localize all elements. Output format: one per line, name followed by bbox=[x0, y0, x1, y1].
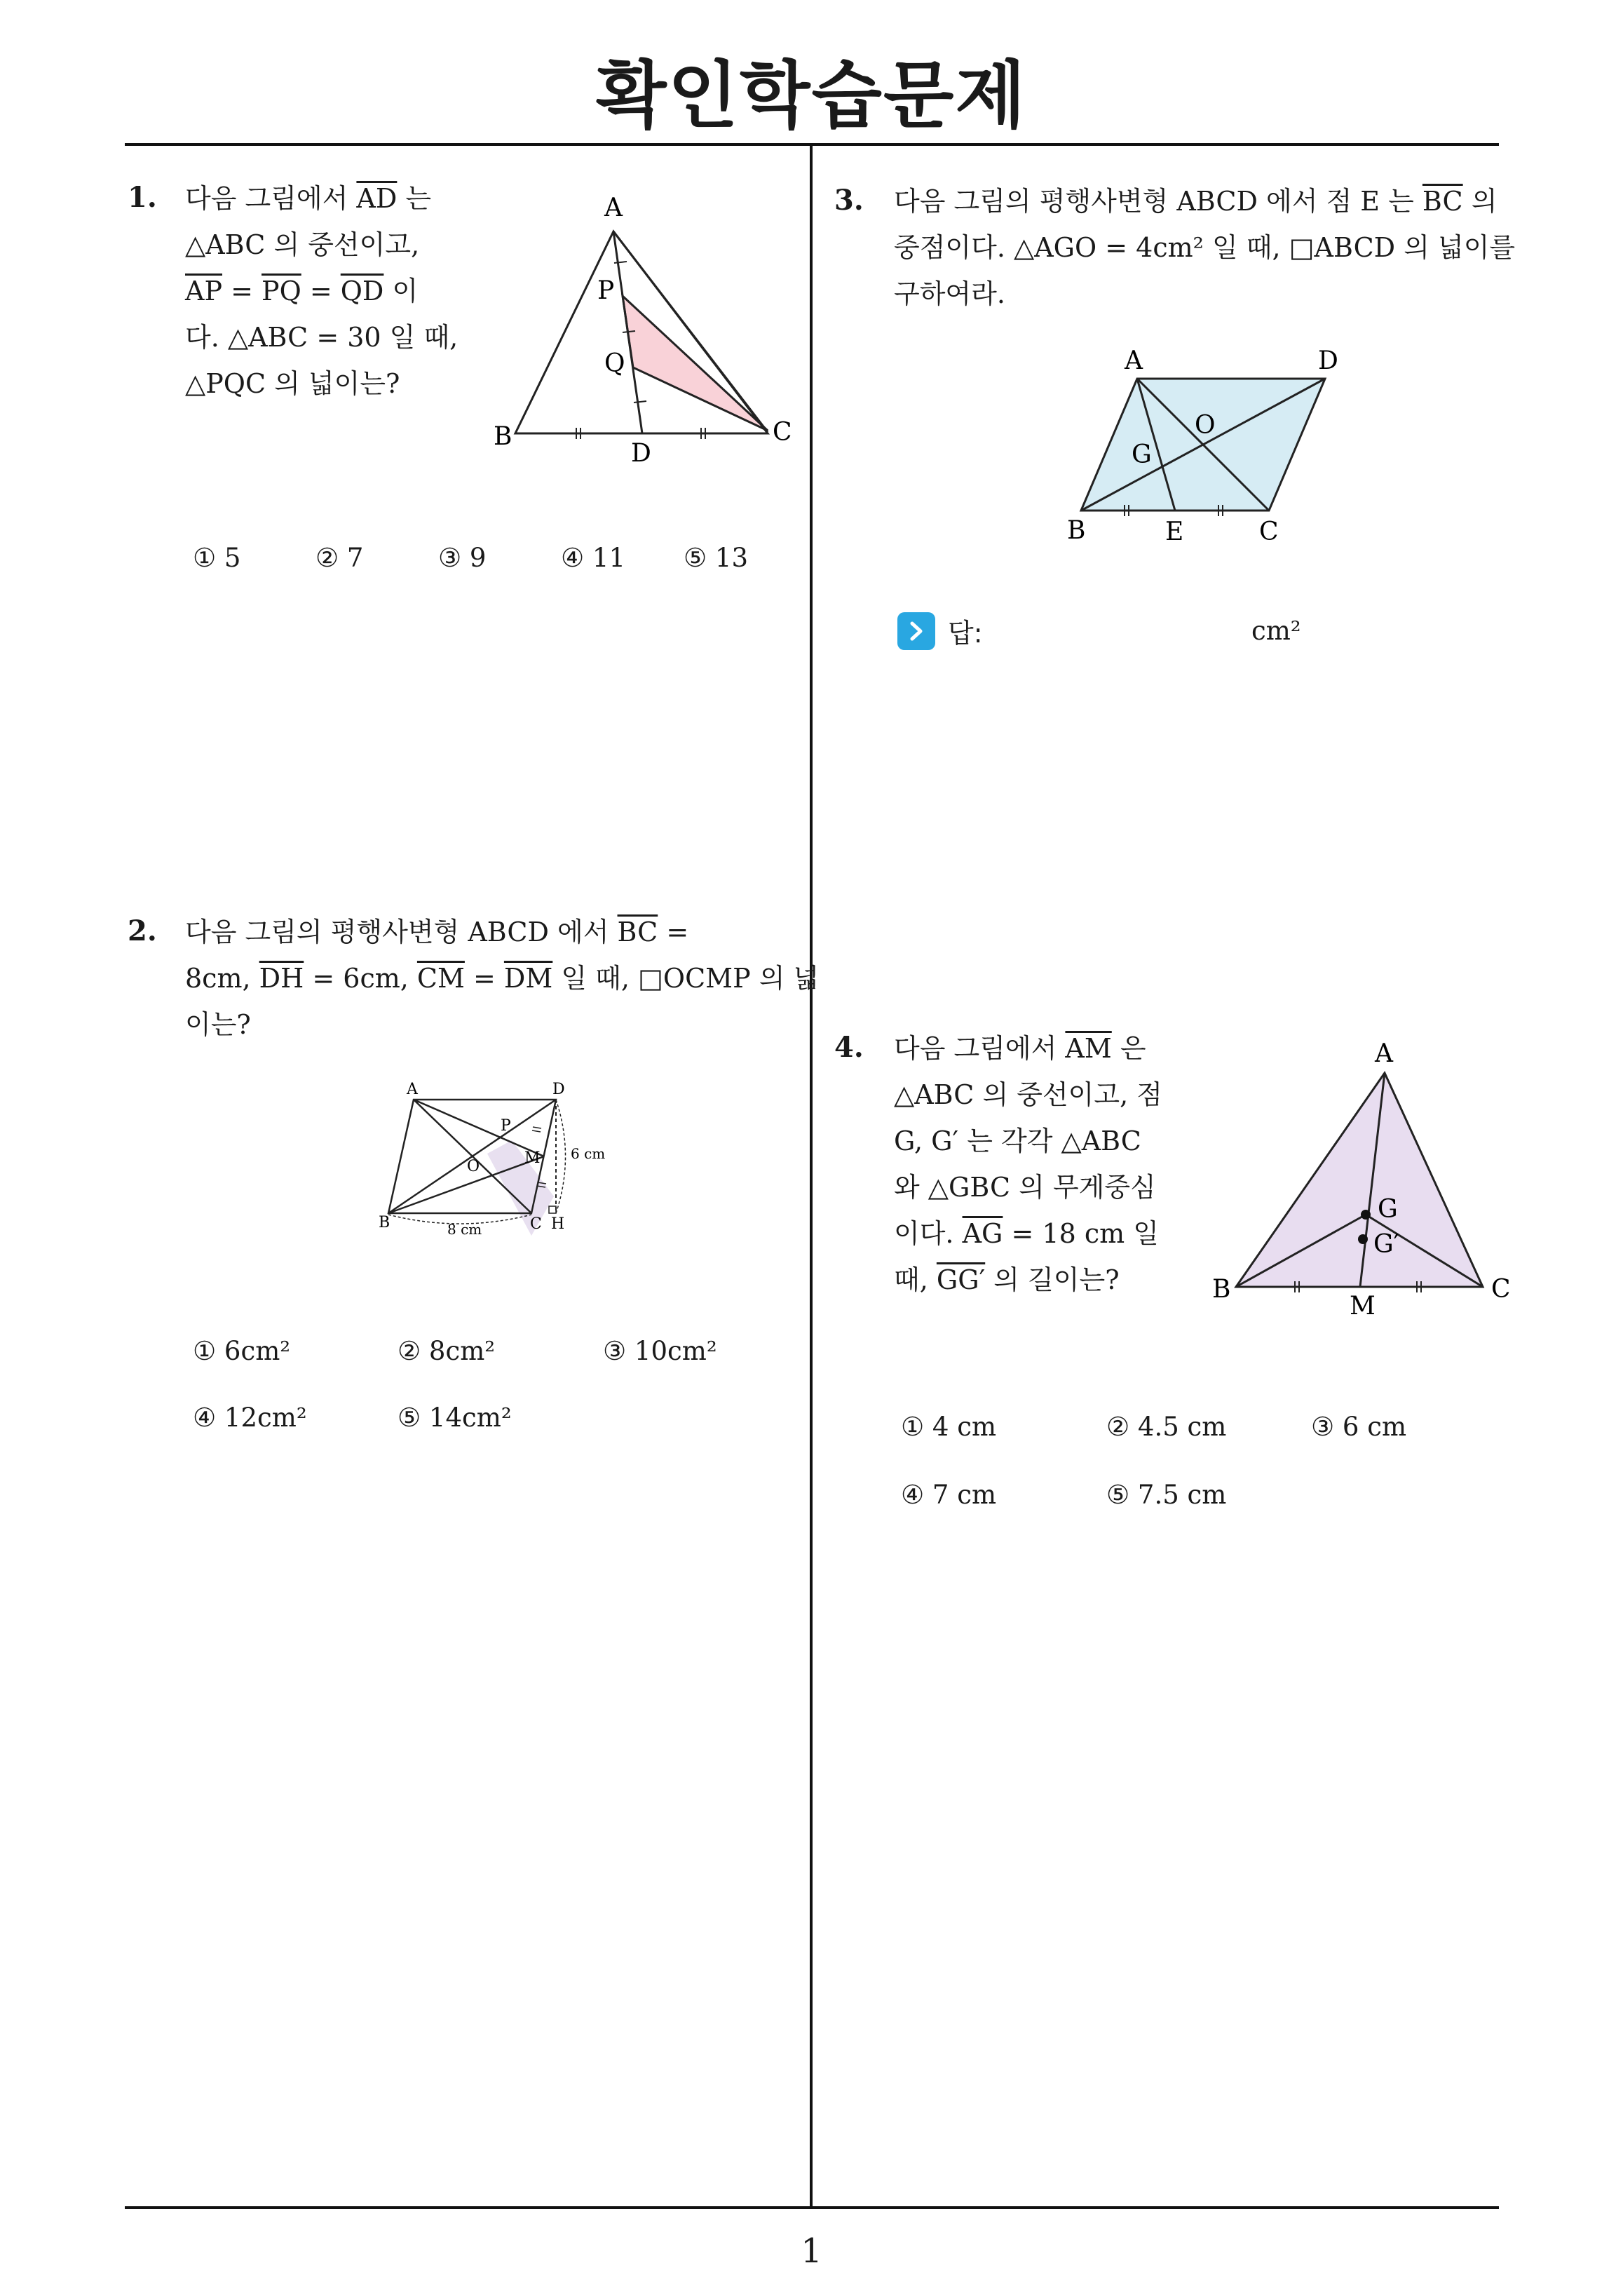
q2-choice-1[interactable]: ① 6cm² bbox=[193, 1336, 291, 1366]
q1-choice-4[interactable]: ④ 11 bbox=[561, 543, 626, 573]
q4-text-line bbox=[894, 1118, 1174, 1164]
text-run: 구하여라. bbox=[894, 278, 1005, 309]
q4-choice-2[interactable]: ② 4.5 cm bbox=[1106, 1412, 1227, 1442]
q2-label-p: P bbox=[501, 1117, 511, 1135]
q2-segment-am bbox=[414, 1100, 544, 1156]
q1-label-c: C bbox=[773, 418, 792, 447]
text-run: 일 때, □OCMP 의 넓 bbox=[552, 963, 820, 994]
q4-triangle-abc bbox=[1236, 1073, 1483, 1287]
segment-overline: $\overline{AM}$ bbox=[1065, 1033, 1112, 1064]
text-run: 8cm, bbox=[185, 963, 259, 994]
q4-choice-3[interactable]: ③ 6 cm bbox=[1311, 1412, 1407, 1442]
q2-right-angle bbox=[549, 1206, 556, 1213]
segment-overline: $\overline{AP}$ bbox=[185, 276, 223, 306]
q3-label-a: A bbox=[1125, 346, 1143, 375]
text-run: G, G′ 는 각각 △ABC bbox=[894, 1126, 1141, 1156]
segment-overline: $\overline{DM}$ bbox=[503, 963, 553, 994]
q4-choice-1[interactable]: ① 4 cm bbox=[901, 1412, 997, 1442]
segment-overline: $\overline{CM}$ bbox=[416, 963, 465, 994]
q4-label-c: C bbox=[1491, 1275, 1511, 1304]
q2-text-line bbox=[185, 955, 820, 1001]
text-run: 다음 그림의 평행사변형 ABCD 에서 점 E 는 bbox=[894, 186, 1422, 217]
text-run: 은 bbox=[1111, 1033, 1146, 1064]
q2-label-m: M bbox=[524, 1149, 541, 1167]
q2-text-line bbox=[185, 909, 802, 955]
q2-arc-dh bbox=[556, 1100, 566, 1213]
q2-text bbox=[185, 909, 820, 1048]
q1-choice-5[interactable]: ⑤ 13 bbox=[684, 543, 749, 573]
q2-label-h: H bbox=[551, 1215, 565, 1233]
q2-choice-4[interactable]: ④ 12cm² bbox=[193, 1403, 307, 1433]
q3-number: 3. bbox=[834, 184, 864, 217]
q1-text-line bbox=[185, 314, 466, 360]
q3-label-b: B bbox=[1067, 516, 1086, 545]
q1-label-p: P bbox=[597, 276, 615, 305]
bottom-rule bbox=[125, 2206, 1499, 2209]
q2-label-8cm: 8 cm bbox=[447, 1221, 482, 1238]
segment-overline: $\overline{AG}$ bbox=[962, 1218, 1003, 1249]
q2-label-b: B bbox=[379, 1214, 391, 1231]
q3-answer-label: 답: bbox=[948, 618, 983, 649]
text-run: = bbox=[222, 276, 262, 306]
text-run: = bbox=[658, 917, 689, 947]
q1-choice-2[interactable]: ② 7 bbox=[315, 543, 364, 573]
q1-figure bbox=[484, 182, 806, 477]
q3-label-e: E bbox=[1165, 518, 1184, 546]
q1-label-q: Q bbox=[604, 349, 625, 378]
q3-answer-row bbox=[897, 612, 983, 650]
q2-label-a: A bbox=[407, 1081, 418, 1098]
q4-label-m: M bbox=[1350, 1292, 1376, 1318]
column-divider bbox=[810, 144, 813, 2208]
q2-number: 2. bbox=[128, 914, 157, 947]
q2-label-6cm: 6 cm bbox=[571, 1145, 606, 1162]
text-run: 때, bbox=[894, 1264, 937, 1295]
q1-text bbox=[185, 175, 466, 407]
q3-figure bbox=[1052, 344, 1360, 547]
q4-choice-4[interactable]: ④ 7 cm bbox=[901, 1480, 997, 1510]
text-run: 이 bbox=[383, 276, 419, 306]
text-run: 는 bbox=[397, 183, 432, 214]
q4-text bbox=[894, 1025, 1174, 1303]
segment-overline: $\overline{BC}$ bbox=[1422, 186, 1463, 217]
q1-choice-1[interactable]: ① 5 bbox=[193, 543, 241, 573]
text-run: = 6cm, bbox=[304, 963, 417, 994]
answer-arrow-icon bbox=[897, 612, 935, 650]
q4-point-g-prime bbox=[1358, 1234, 1368, 1244]
page-number: 1 bbox=[801, 2231, 822, 2271]
segment-overline: $\overline{DH}$ bbox=[259, 963, 304, 994]
text-run: 다. △ABC = 30 일 때, bbox=[185, 322, 459, 353]
q1-label-a: A bbox=[604, 194, 623, 222]
q2-label-c: C bbox=[530, 1215, 542, 1233]
q3-label-g: G bbox=[1132, 440, 1152, 469]
text-run: 중점이다. △AGO = 4cm² 일 때, □ABCD 의 넓이를 bbox=[894, 232, 1516, 263]
text-run: 이다. bbox=[894, 1218, 963, 1249]
segment-overline: GG′ bbox=[936, 1264, 986, 1295]
segment-overline: $\overline{BC}$ bbox=[617, 917, 658, 947]
q1-text-line bbox=[185, 360, 466, 407]
q3-text bbox=[894, 178, 1516, 317]
q4-point-g bbox=[1361, 1210, 1371, 1220]
text-run: △PQC 의 넓이는? bbox=[185, 368, 400, 399]
text-run: = bbox=[464, 963, 504, 994]
q1-label-b: B bbox=[494, 422, 512, 451]
q4-text-line bbox=[894, 1025, 1174, 1072]
q2-label-d: D bbox=[552, 1081, 565, 1098]
q4-figure bbox=[1202, 1038, 1525, 1318]
q4-label-g-prime: G′ bbox=[1373, 1230, 1399, 1259]
q2-label-o: O bbox=[467, 1158, 480, 1175]
q1-number: 1. bbox=[128, 181, 157, 214]
q3-label-c: C bbox=[1259, 518, 1279, 546]
q1-text-line bbox=[185, 222, 466, 268]
q3-text-line bbox=[894, 271, 1511, 317]
text-run: 다음 그림에서 bbox=[185, 183, 357, 214]
q4-number: 4. bbox=[834, 1031, 864, 1064]
q3-answer-unit: cm² bbox=[1251, 616, 1301, 646]
q1-shaded-pqc bbox=[623, 296, 768, 431]
text-run: 다음 그림에서 bbox=[894, 1033, 1066, 1064]
q4-text-line bbox=[894, 1257, 1174, 1303]
text-run: 의 bbox=[1462, 186, 1498, 217]
q4-text-line bbox=[894, 1210, 1174, 1257]
q2-choice-2[interactable]: ② 8cm² bbox=[398, 1336, 496, 1366]
q3-text-line bbox=[894, 224, 1516, 271]
q2-figure bbox=[365, 1073, 645, 1241]
q2-choice-3[interactable]: ③ 10cm² bbox=[603, 1336, 717, 1366]
q4-label-a: A bbox=[1375, 1039, 1393, 1068]
q4-label-g: G bbox=[1378, 1195, 1398, 1224]
q1-label-d: D bbox=[631, 439, 651, 468]
q1-text-line bbox=[185, 175, 466, 222]
page-title: 확인학습문제 bbox=[596, 53, 1027, 138]
text-run: △ABC 의 중선이고, bbox=[185, 229, 420, 260]
text-run: = 18 cm 일 bbox=[1003, 1218, 1159, 1249]
q4-text-line bbox=[894, 1072, 1174, 1118]
q2-choice-5[interactable]: ⑤ 14cm² bbox=[398, 1403, 512, 1433]
q4-choice-5[interactable]: ⑤ 7.5 cm bbox=[1106, 1480, 1227, 1510]
q3-text-line bbox=[894, 178, 1511, 224]
text-run: 다음 그림의 평행사변형 ABCD 에서 bbox=[185, 917, 618, 947]
q4-label-b: B bbox=[1212, 1275, 1231, 1304]
text-run: 의 길이는? bbox=[985, 1264, 1120, 1295]
q3-label-d: D bbox=[1318, 346, 1338, 375]
q3-label-o: O bbox=[1195, 411, 1216, 440]
segment-overline: $\overline{PQ}$ bbox=[262, 276, 301, 306]
text-run: = bbox=[301, 276, 341, 306]
q2-text-line bbox=[185, 1001, 802, 1048]
q4-text-line bbox=[894, 1164, 1174, 1210]
text-run: 이는? bbox=[185, 1009, 251, 1040]
segment-overline: $\overline{AD}$ bbox=[356, 183, 398, 214]
q3-answer-input[interactable] bbox=[996, 612, 1248, 649]
text-run: 와 △GBC 의 무게중심 bbox=[894, 1172, 1156, 1203]
segment-overline: $\overline{QD}$ bbox=[340, 276, 384, 306]
q1-choice-3[interactable]: ③ 9 bbox=[438, 543, 487, 573]
text-run: △ABC 의 중선이고, 점 bbox=[894, 1079, 1162, 1110]
q1-text-line bbox=[185, 268, 466, 314]
